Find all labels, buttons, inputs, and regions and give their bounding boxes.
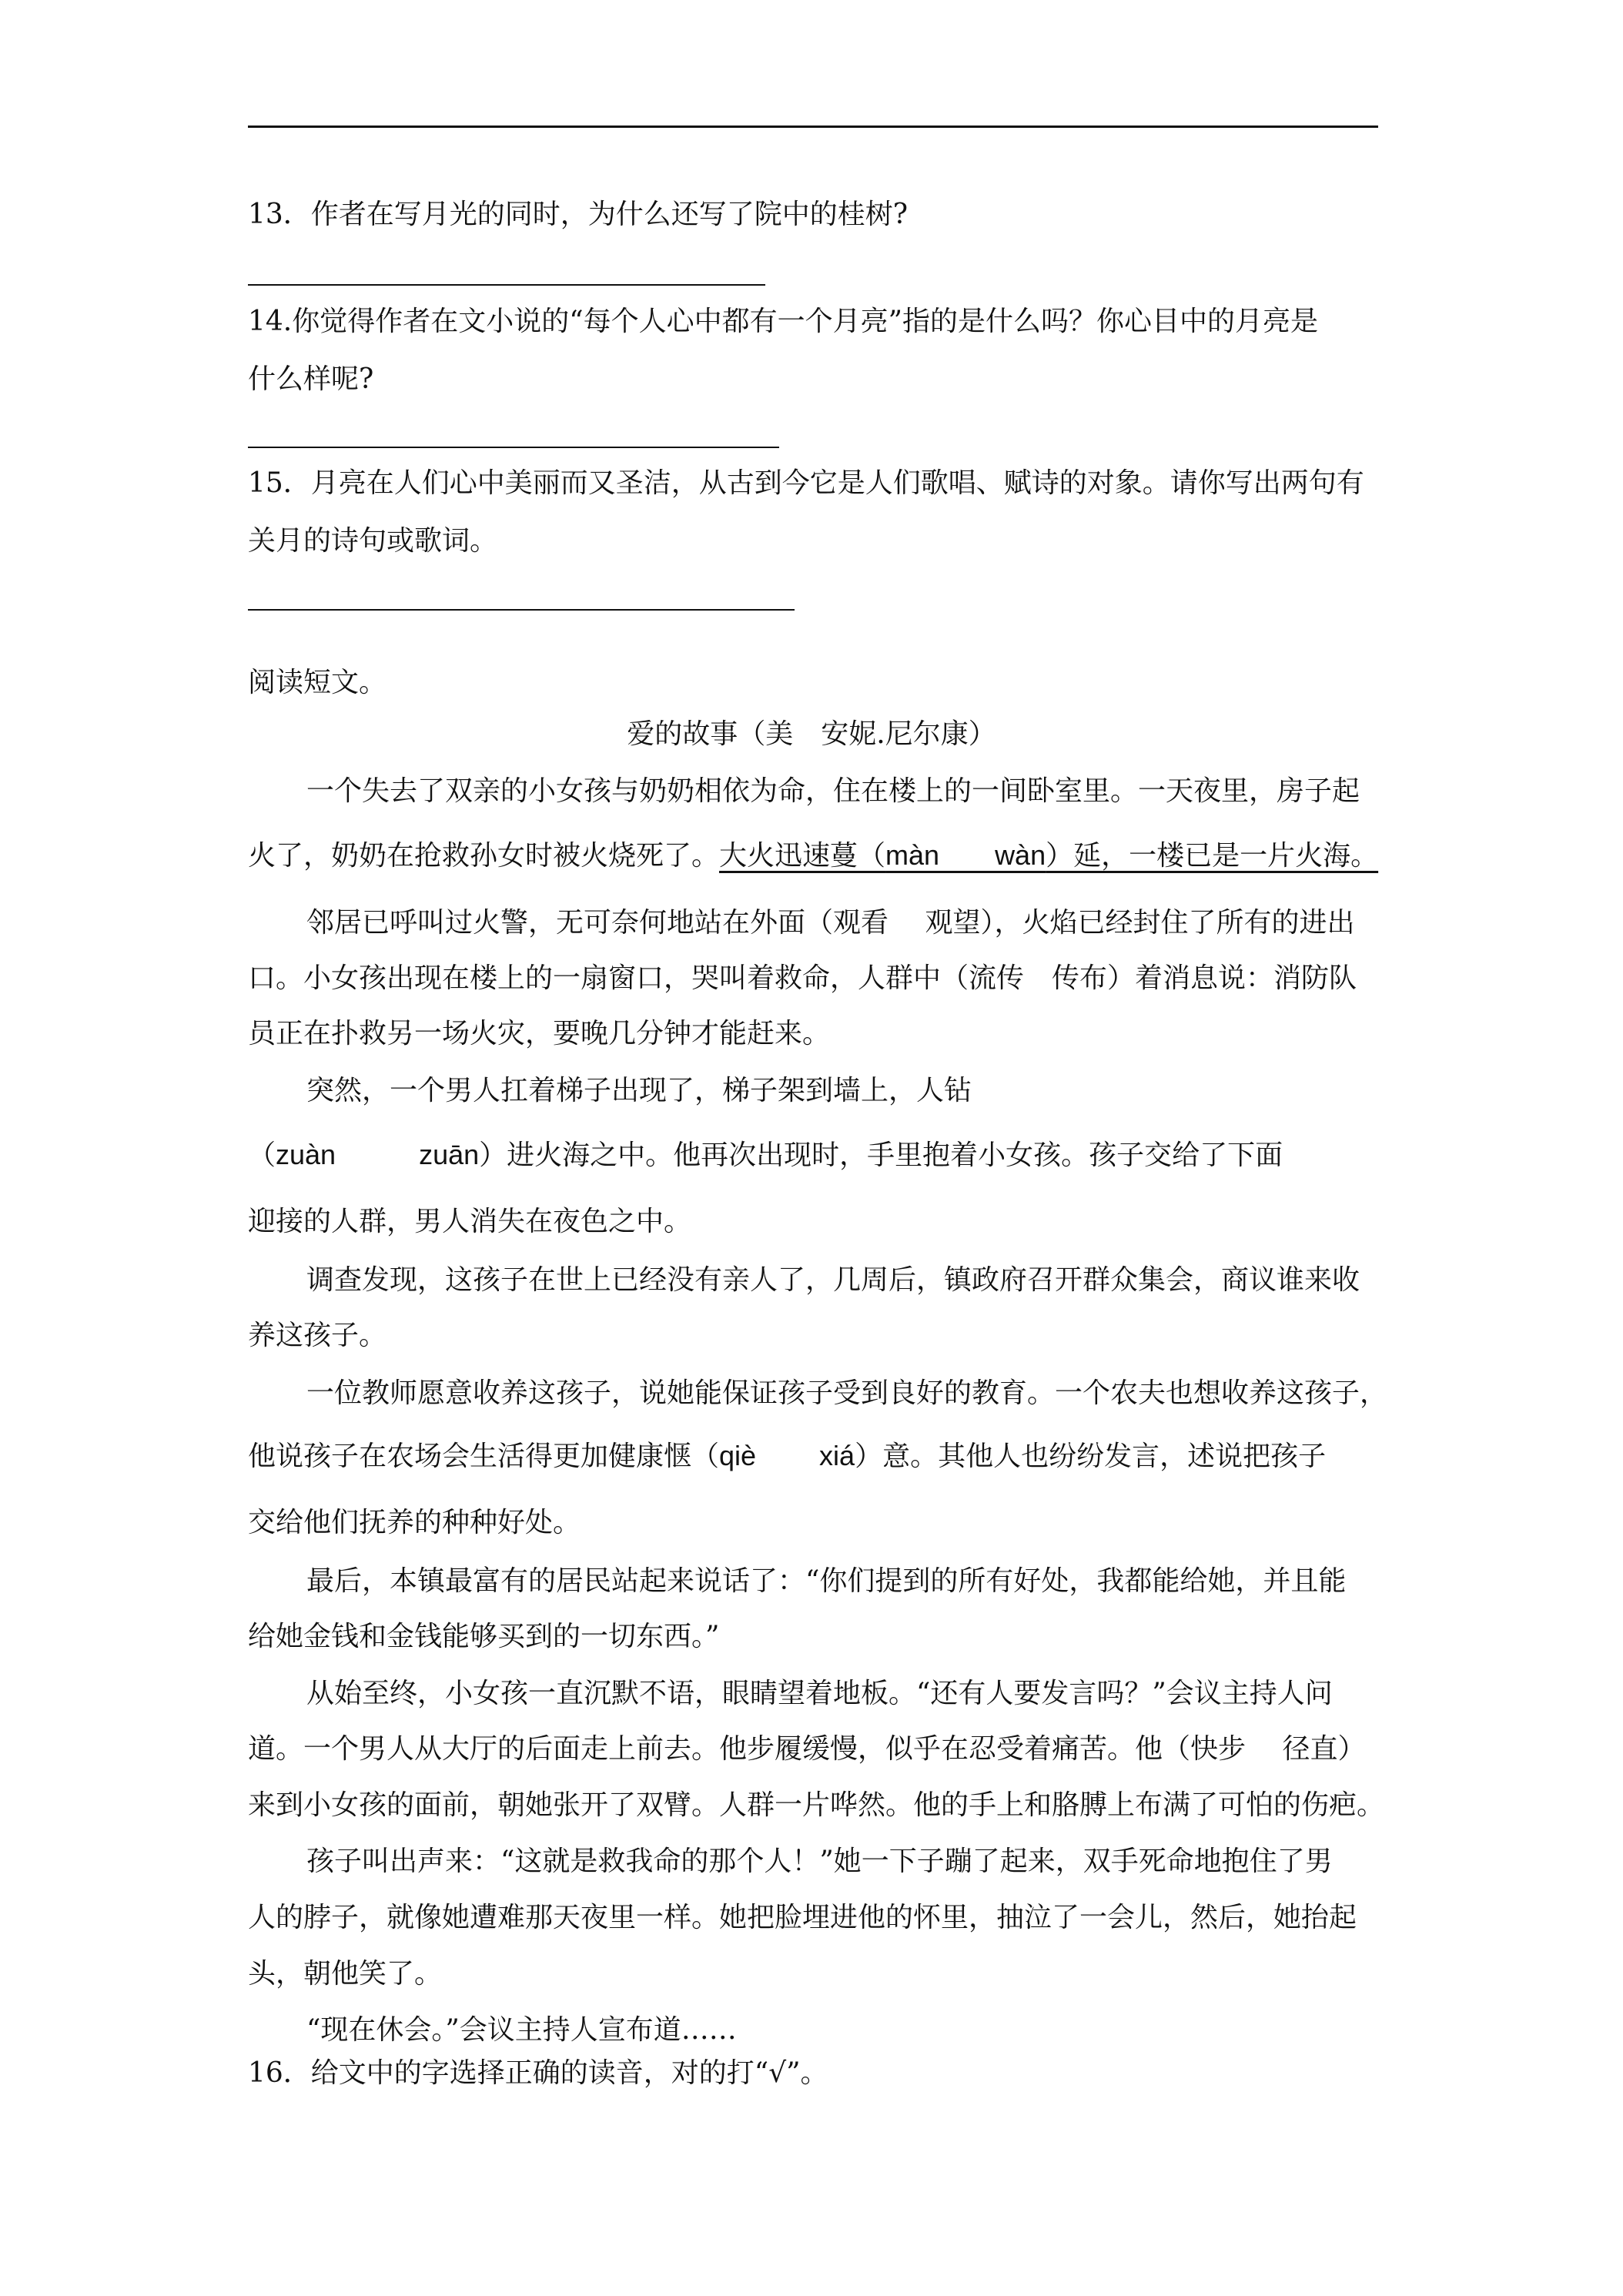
para-5-line-1: 一位教师愿意收养这孩子，说她能保证孩子受到良好的教育。一个农夫也想收养这孩子， [306, 1377, 1388, 1409]
para-8-line-1: 孩子叫出声来：“这就是救我命的那个人！”她一下子蹦了起来，双手死命地抱住了男 [306, 1846, 1333, 1877]
para-7-line-1: 从始至终，小女孩一直沉默不语，眼睛望着地板。“还有人要发言吗？”会议主持人问 [306, 1678, 1333, 1709]
para-8-line-2: 人的脖子，就像她遭难那天夜里一样。她把脸埋进他的怀里，抽泣了一会儿，然后，她抬起 [248, 1902, 1357, 1933]
pinyin-options-qie-xia: qiè xiá [719, 1440, 855, 1471]
para-6-line-1: 最后，本镇最富有的居民站起来说话了：“你们提到的所有好处，我都能给她，并且能 [306, 1565, 1347, 1597]
para-4-line-2: 养这孩子。 [248, 1320, 387, 1351]
para-3-line-2: （zuàn zuān）进火海之中。他再次出现时，手里抱着小女孩。孩子交给了下面 [248, 1139, 1283, 1171]
question-15-line-1: 15．月亮在人们心中美丽而又圣洁，从古到今它是人们歌唱、赋诗的对象。请你写出两句有 [248, 467, 1364, 499]
para-2-line-2: 口。小女孩出现在楼上的一扇窗口，哭叫着救命，人群中（流传 传布）着消息说：消防队 [248, 962, 1357, 994]
para-7-line-2: 道。一个男人从大厅的后面走上前去。他步履缓慢，似乎在忍受着痛苦。他（快步 径直） [248, 1733, 1366, 1765]
para-5-line-2: 他说孩子在农场会生活得更加健康惬（qiè xiá）意。其他人也纷纷发言，述说把孩子 [248, 1440, 1327, 1472]
answer-line-13 [248, 284, 765, 286]
answer-line-14 [248, 447, 779, 448]
para-3-line-1: 突然，一个男人扛着梯子出现了，梯子架到墙上，人钻 [306, 1075, 972, 1106]
para-2-line-3: 员正在扑救另一场火灾，要晚几分钟才能赶来。 [248, 1018, 831, 1049]
para-1-line-1: 一个失去了双亲的小女孩与奶奶相依为命，住在楼上的一间卧室里。一天夜里，房子起 [306, 775, 1360, 807]
para-7-line-3: 来到小女孩的面前，朝她张开了双臂。人群一片哗然。他的手上和胳膊上布满了可怕的伤疤。 [248, 1789, 1385, 1821]
underlined-sentence: 大火迅速蔓（màn wàn）延，一楼已是一片火海。 [719, 839, 1379, 872]
question-16: 16．给文中的字选择正确的读音，对的打“√”。 [248, 2057, 828, 2089]
header-rule [248, 126, 1378, 128]
para-8-line-3: 头，朝他笑了。 [248, 1958, 443, 1990]
para-9-line-1: “现在休会。”会议主持人宣布道…… [306, 2014, 737, 2046]
pinyin-options-man-wan: màn wàn [885, 839, 1046, 871]
question-14-line-2: 什么样呢? [248, 363, 374, 395]
answer-line-15 [248, 609, 795, 611]
para-2-line-1: 邻居已呼叫过火警，无可奈何地站在外面（观看 观望），火焰已经封住了所有的进出 [306, 907, 1355, 939]
story-title: 爱的故事（美 安妮.尼尔康） [627, 718, 996, 750]
para-4-line-1: 调查发现，这孩子在世上已经没有亲人了，几周后，镇政府召开群众集会，商议谁来收 [306, 1264, 1360, 1296]
para-1-line-2 [248, 836, 1378, 875]
question-14-line-1: 14.你觉得作者在文小说的“每个人心中都有一个月亮”指的是什么吗？你心目中的月亮是 [248, 306, 1319, 337]
question-15-line-2: 关月的诗句或歌词。 [248, 525, 498, 557]
question-13: 13．作者在写月光的同时，为什么还写了院中的桂树? [248, 199, 909, 230]
para-3-line-3: 迎接的人群，男人消失在夜色之中。 [248, 1206, 692, 1237]
reading-prompt: 阅读短文。 [248, 667, 387, 698]
pinyin-options-zuan: zuàn zuān [276, 1139, 480, 1170]
para-6-line-2: 给她金钱和金钱能够买到的一切东西。” [248, 1621, 720, 1652]
para-1-text: 火了，奶奶在抢救孙女时被火烧死了。 [248, 840, 720, 872]
para-5-line-3: 交给他们抚养的种种好处。 [248, 1507, 581, 1538]
